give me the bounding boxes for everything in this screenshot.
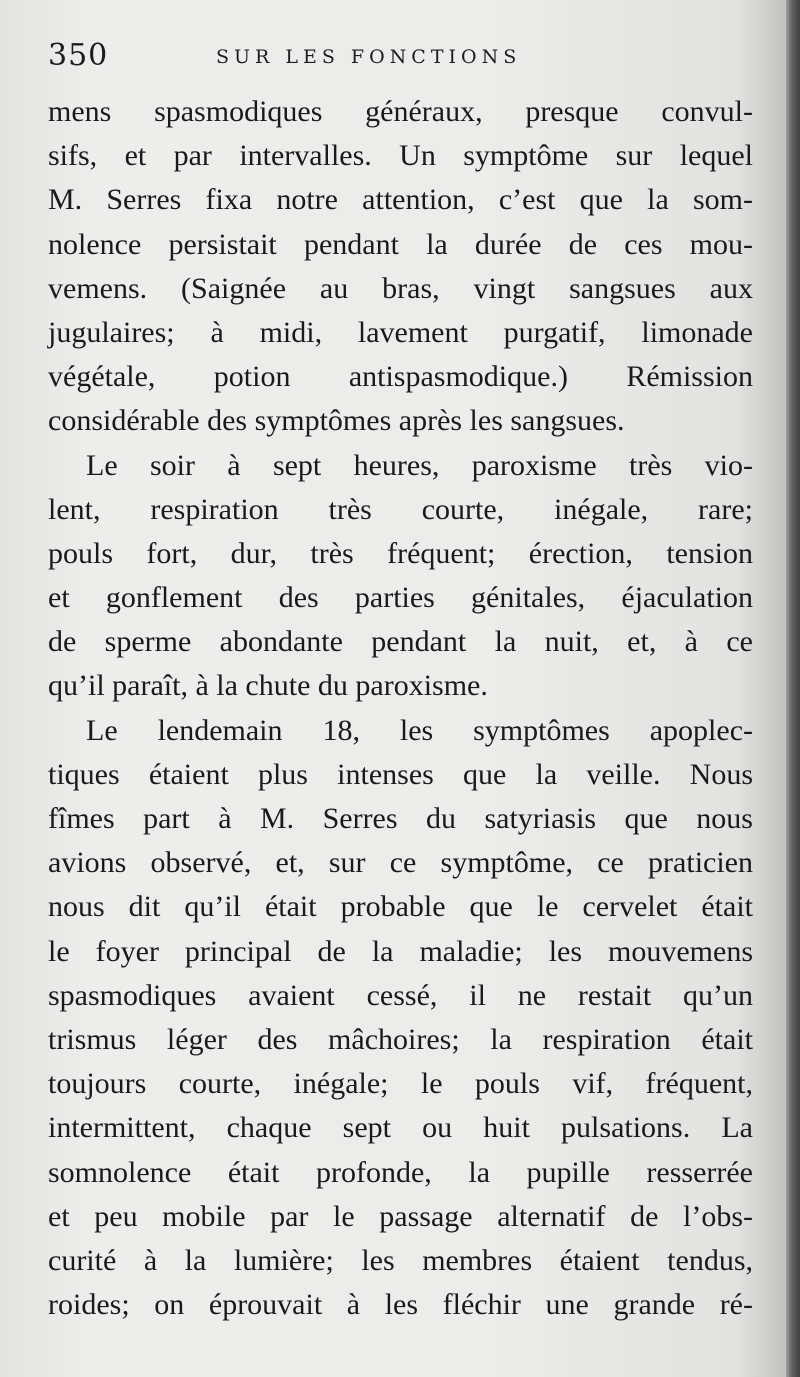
text-line: toujours courte, inégale; le pouls vif, fréquent, [48,1067,753,1101]
text-line: intermittent, chaque sept ou huit pulsations. La [48,1111,753,1145]
text-line: le foyer principal de la maladie; les mouvemens [48,934,753,968]
text-line: végétale, potion antispasmodique.) Rémission [48,360,753,394]
text-line: avions observé, et, sur ce symptôme, ce praticien [48,846,753,880]
text-line: qu’il paraît, à la chute du paroxisme. [48,669,488,703]
page-header [48,38,768,78]
page-number: 350 [48,38,109,73]
text-line: jugulaires; à midi, lavement purgatif, limonade [48,315,753,349]
text-line: sifs, et par intervalles. Un symptôme sur lequel [48,139,753,173]
running-head: SUR LES FONCTIONS [216,46,522,68]
page-edge-shadow [786,0,800,1377]
text-line: vemens. (Saignée au bras, vingt sangsues aux [48,271,753,305]
text-line: et peu mobile par le passage alternatif de l’obs- [48,1199,753,1233]
text-line: tiques étaient plus intenses que la veille. Nous [48,757,753,791]
text-line: somnolence était profonde, la pupille resserrée [48,1155,753,1189]
text-line: nolence persistait pendant la durée de ces mou- [48,227,753,261]
text-line: spasmodiques avaient cessé, il ne restait qu’un [48,978,753,1012]
text-line: nous dit qu’il était probable que le cervelet était [48,890,753,924]
text-line: de sperme abondante pendant la nuit, et, à ce [48,625,753,659]
text-line: Le soir à sept heures, paroxisme très vio- [86,448,753,482]
text-line: curité à la lumière; les membres étaient tendus, [48,1243,753,1277]
body-text [48,90,753,1327]
text-line: M. Serres fixa notre attention, c’est que la som- [48,183,753,217]
text-line: considérable des symptômes après les sangsues. [48,404,625,438]
text-line: fîmes part à M. Serres du satyriasis que nous [48,802,753,835]
text-line: et gonflement des parties génitales, éjaculation [48,581,753,615]
text-line: pouls fort, dur, très fréquent; érection, tension [48,536,753,570]
text-line: lent, respiration très courte, inégale, rare; [48,492,753,526]
text-line: mens spasmodiques généraux, presque convul- [48,95,753,128]
text-line: trismus léger des mâchoires; la respiration était [48,1022,753,1056]
text-line: Le lendemain 18, les symptômes apoplec- [86,713,753,747]
text-line: roides; on éprouvait à les fléchir une grande ré- [48,1288,753,1322]
